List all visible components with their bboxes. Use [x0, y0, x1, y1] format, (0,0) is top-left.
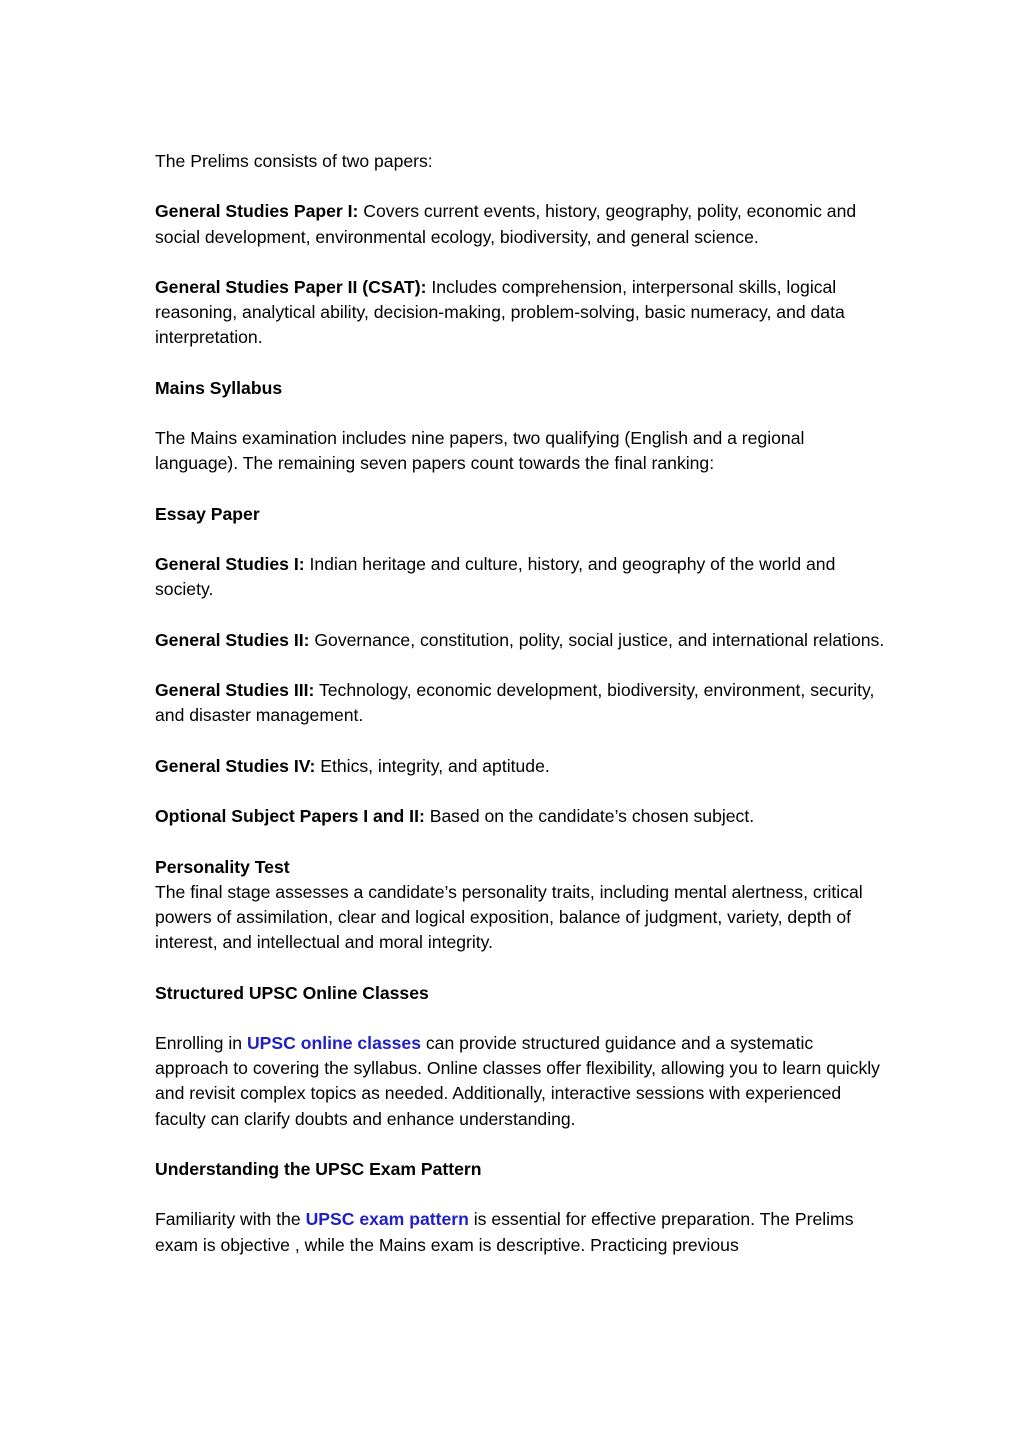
mains-gs-2-text: Governance, constitution, polity, social justice, and international relations. [309, 629, 885, 650]
essay-paper-heading: Essay Paper [155, 503, 260, 524]
personality-test-text: The final stage assesses a candidate’s personality traits, including mental alertness, critical powers of assimilation, clear and logical exposition, balance of judgment, variety, depth of interest, and intellectual and moral integrity. [155, 881, 863, 953]
online-classes-heading: Structured UPSC Online Classes [155, 982, 429, 1003]
prelims-gs-paper-2 [155, 275, 885, 351]
exam-pattern-heading: Understanding the UPSC Exam Pattern [155, 1158, 482, 1179]
online-classes-text-before: Enrolling in [155, 1032, 247, 1053]
personality-test-heading: Personality Test [155, 856, 290, 877]
optional-subject-papers [155, 804, 885, 829]
gs-paper-1-label: General Studies Paper I: [155, 201, 359, 222]
online-classes-paragraph [155, 1031, 885, 1132]
gs-paper-2-label: General Studies Paper II (CSAT): [155, 276, 427, 297]
upsc-exam-pattern-link[interactable]: UPSC exam pattern [305, 1209, 469, 1230]
exam-pattern-text-before: Familiarity with the [155, 1209, 306, 1230]
prelims-gs-paper-1 [155, 199, 885, 249]
exam-pattern-text-after: is essential for effective preparation. The Prelims exam is objective , while the Mains exam is descriptive. Practicing previous [155, 1209, 854, 1255]
upsc-online-classes-link[interactable]: UPSC online classes [246, 1032, 421, 1053]
gs-paper-1-text: Covers current events, history, geography, polity, economic and social development, environmental ecology, biodiversity, and general science. [155, 201, 857, 247]
mains-gs-2-label: General Studies II: [155, 629, 310, 650]
online-classes-text-after: can provide structured guidance and a systematic approach to covering the syllabus. Online classes offer flexibility, allowing you to learn quickly and revisit complex topics as needed. Additionally, interactive sessions with experienced faculty can clarify doubts and enhance understanding. [155, 1032, 880, 1129]
document-page [155, 149, 885, 1283]
mains-gs-1-label: General Studies I: [155, 554, 305, 575]
mains-syllabus-heading: Mains Syllabus [155, 377, 283, 398]
mains-gs-4-text: Ethics, integrity, and aptitude. [315, 755, 550, 776]
mains-gs-1-text: Indian heritage and culture, history, and geography of the world and society. [155, 554, 836, 600]
mains-gs-1 [155, 552, 885, 602]
mains-gs-3-text: Technology, economic development, biodiversity, environment, security, and disaster management. [155, 680, 875, 726]
gs-paper-2-text: Includes comprehension, interpersonal skills, logical reasoning, analytical ability, decision-making, problem-solving, basic numeracy, and data interpretation. [155, 276, 845, 348]
mains-gs-3 [155, 678, 885, 728]
mains-intro: The Mains examination includes nine papers, two qualifying (English and a regional language). The remaining seven papers count towards the final ranking: [155, 428, 805, 474]
mains-gs-3-label: General Studies III: [155, 680, 315, 701]
optional-label: Optional Subject Papers I and II: [155, 806, 425, 827]
prelims-intro: The Prelims consists of two papers: [155, 151, 433, 171]
mains-gs-4-label: General Studies IV: [155, 755, 316, 776]
mains-gs-2 [155, 628, 885, 653]
optional-text: Based on the candidate’s chosen subject. [424, 806, 755, 827]
mains-gs-4 [155, 754, 885, 779]
exam-pattern-paragraph [155, 1207, 885, 1257]
